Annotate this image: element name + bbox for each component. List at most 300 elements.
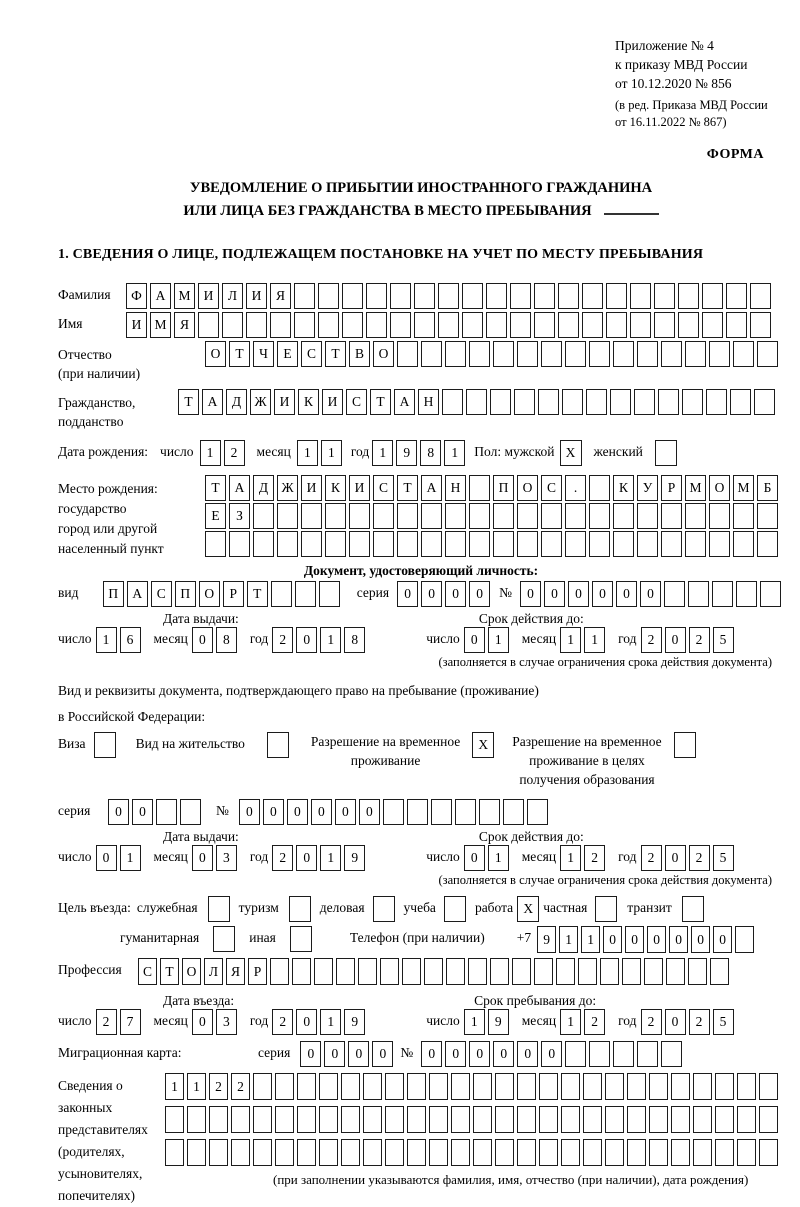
citizenship-cells-cell[interactable]: И — [274, 389, 295, 415]
residence-number-cells-cell[interactable] — [407, 799, 428, 825]
birth-place-row3-cells-cell[interactable] — [757, 531, 778, 557]
birth-place-row3-cells-cell[interactable] — [229, 531, 250, 557]
residence-issue-month-cells[interactable] — [192, 845, 240, 871]
legal-reps-row2-cells-cell[interactable] — [715, 1106, 734, 1133]
surname-cells-cell[interactable] — [390, 283, 411, 309]
migration-series-cells-cell[interactable]: 0 — [348, 1041, 369, 1067]
legal-reps-row1-cells-cell[interactable] — [715, 1073, 734, 1100]
birth-place-row2-cells-cell[interactable] — [253, 503, 274, 529]
surname-cells-cell[interactable] — [294, 283, 315, 309]
profession-cells-cell[interactable] — [380, 958, 399, 985]
profession-cells-cell[interactable] — [314, 958, 333, 985]
temp-residence-checkbox[interactable] — [472, 732, 494, 758]
given-name-cells-cell[interactable] — [390, 312, 411, 338]
legal-reps-row2-cells-cell[interactable] — [583, 1106, 602, 1133]
profession-cells-cell[interactable] — [512, 958, 531, 985]
citizenship-cells-cell[interactable] — [466, 389, 487, 415]
patronymic-cells-cell[interactable]: О — [373, 341, 394, 367]
doc-valid-year-cells-cell[interactable]: 2 — [689, 627, 710, 653]
residence-number-cells[interactable] — [239, 799, 551, 825]
residence-number-cells-cell[interactable] — [527, 799, 548, 825]
residence-issue-year-cells-cell[interactable]: 1 — [320, 845, 341, 871]
birth-place-row3-cells-cell[interactable] — [493, 531, 514, 557]
purpose-transit-checkbox-cell[interactable] — [682, 896, 704, 922]
purpose-tourism-checkbox-cell[interactable] — [289, 896, 311, 922]
profession-cells-cell[interactable] — [292, 958, 311, 985]
purpose-study-checkbox[interactable] — [444, 896, 466, 922]
citizenship-cells-cell[interactable] — [514, 389, 535, 415]
birth-month-cells-cell[interactable]: 1 — [297, 440, 318, 466]
birth-place-row3-cells-cell[interactable] — [325, 531, 346, 557]
citizenship-cells-cell[interactable]: Д — [226, 389, 247, 415]
citizenship-cells-cell[interactable] — [706, 389, 727, 415]
birth-place-row3-cells-cell[interactable] — [685, 531, 706, 557]
doc-valid-year-cells-cell[interactable]: 0 — [665, 627, 686, 653]
surname-cells-cell[interactable] — [414, 283, 435, 309]
patronymic-cells-cell[interactable]: С — [301, 341, 322, 367]
birth-place-row1-cells-cell[interactable]: . — [565, 475, 586, 501]
purpose-tourism-checkbox[interactable] — [289, 896, 311, 922]
purpose-other-checkbox-cell[interactable] — [290, 926, 312, 952]
patronymic-cells-cell[interactable] — [685, 341, 706, 367]
citizenship-cells-cell[interactable]: С — [346, 389, 367, 415]
profession-cells-cell[interactable] — [446, 958, 465, 985]
legal-reps-row2-cells-cell[interactable] — [517, 1106, 536, 1133]
birth-place-row2-cells-cell[interactable]: З — [229, 503, 250, 529]
profession-cells-cell[interactable]: Я — [226, 958, 245, 985]
birth-place-row3-cells-cell[interactable] — [565, 531, 586, 557]
legal-reps-row1-cells-cell[interactable] — [759, 1073, 778, 1100]
legal-reps-row3-cells-cell[interactable] — [627, 1139, 646, 1166]
profession-cells-cell[interactable]: О — [182, 958, 201, 985]
doc-kind-cells-cell[interactable]: П — [175, 581, 196, 607]
residence-issue-month-cells-cell[interactable]: 0 — [192, 845, 213, 871]
citizenship-cells-cell[interactable]: А — [394, 389, 415, 415]
purpose-other-checkbox[interactable] — [290, 926, 312, 952]
birth-place-row3-cells-cell[interactable] — [733, 531, 754, 557]
profession-cells-cell[interactable] — [358, 958, 377, 985]
birth-place-row1-cells-cell[interactable] — [469, 475, 490, 501]
patronymic-cells-cell[interactable]: Ч — [253, 341, 274, 367]
residence-valid-day-cells-cell[interactable]: 0 — [464, 845, 485, 871]
citizenship-cells-cell[interactable] — [634, 389, 655, 415]
legal-reps-row2-cells-cell[interactable] — [363, 1106, 382, 1133]
doc-number-cells-cell[interactable]: 0 — [568, 581, 589, 607]
birth-place-row2-cells-cell[interactable] — [637, 503, 658, 529]
doc-valid-year-cells[interactable] — [641, 627, 737, 653]
birth-place-row2-cells-cell[interactable] — [397, 503, 418, 529]
sex-female-checkbox[interactable] — [655, 440, 677, 466]
entry-month-cells-cell[interactable]: 0 — [192, 1009, 213, 1035]
birth-place-row1-cells-cell[interactable]: Б — [757, 475, 778, 501]
patronymic-cells-cell[interactable] — [565, 341, 586, 367]
purpose-business-checkbox[interactable] — [208, 896, 230, 922]
legal-reps-row3-cells-cell[interactable] — [407, 1139, 426, 1166]
profession-cells-cell[interactable] — [336, 958, 355, 985]
legal-reps-row2-cells-cell[interactable] — [627, 1106, 646, 1133]
given-name-cells-cell[interactable] — [270, 312, 291, 338]
legal-reps-row3-cells-cell[interactable] — [451, 1139, 470, 1166]
profession-cells-cell[interactable]: С — [138, 958, 157, 985]
doc-valid-year-cells-cell[interactable]: 5 — [713, 627, 734, 653]
migration-number-cells-cell[interactable] — [661, 1041, 682, 1067]
blank-underline[interactable] — [604, 200, 659, 215]
birth-place-row3-cells-cell[interactable] — [637, 531, 658, 557]
purpose-humanitarian-checkbox-cell[interactable] — [213, 926, 235, 952]
migration-number-cells-cell[interactable]: 0 — [421, 1041, 442, 1067]
citizenship-cells-cell[interactable] — [730, 389, 751, 415]
legal-reps-row1-cells-cell[interactable] — [539, 1073, 558, 1100]
legal-reps-row3-cells-cell[interactable] — [561, 1139, 580, 1166]
birth-place-row1-cells-cell[interactable]: М — [733, 475, 754, 501]
phone-cells-cell[interactable]: 9 — [537, 926, 556, 953]
legal-reps-row3-cells-cell[interactable] — [539, 1139, 558, 1166]
residence-number-cells-cell[interactable]: 0 — [311, 799, 332, 825]
legal-reps-row1-cells-cell[interactable] — [473, 1073, 492, 1100]
profession-cells-cell[interactable] — [402, 958, 421, 985]
birth-place-row1-cells-cell[interactable]: С — [541, 475, 562, 501]
legal-reps-row3-cells-cell[interactable] — [275, 1139, 294, 1166]
profession-cells-cell[interactable] — [622, 958, 641, 985]
surname-cells-cell[interactable] — [534, 283, 555, 309]
birth-place-row2-cells-cell[interactable] — [325, 503, 346, 529]
legal-reps-row1-cells-cell[interactable] — [649, 1073, 668, 1100]
legal-reps-row3-cells-cell[interactable] — [253, 1139, 272, 1166]
doc-kind-cells-cell[interactable] — [271, 581, 292, 607]
residence-number-cells-cell[interactable]: 0 — [263, 799, 284, 825]
legal-reps-row1-cells-cell[interactable] — [429, 1073, 448, 1100]
birth-place-row2-cells-cell[interactable] — [613, 503, 634, 529]
birth-place-row2-cells-cell[interactable] — [517, 503, 538, 529]
purpose-work-checkbox-cell[interactable]: X — [517, 896, 539, 922]
entry-day-cells[interactable] — [96, 1009, 144, 1035]
stay-year-cells-cell[interactable]: 5 — [713, 1009, 734, 1035]
legal-reps-row3-cells-cell[interactable] — [693, 1139, 712, 1166]
patronymic-cells-cell[interactable]: Т — [229, 341, 250, 367]
residence-issue-day-cells[interactable] — [96, 845, 144, 871]
residence-number-cells-cell[interactable]: 0 — [359, 799, 380, 825]
migration-series-cells-cell[interactable]: 0 — [372, 1041, 393, 1067]
phone-cells-cell[interactable]: 1 — [581, 926, 600, 953]
temp-residence-edu-checkbox[interactable] — [674, 732, 696, 758]
given-name-cells-cell[interactable] — [558, 312, 579, 338]
patronymic-cells-cell[interactable] — [637, 341, 658, 367]
residence-issue-year-cells-cell[interactable]: 2 — [272, 845, 293, 871]
doc-issue-month-cells-cell[interactable]: 0 — [192, 627, 213, 653]
residence-number-cells-cell[interactable]: 0 — [335, 799, 356, 825]
temp-residence-checkbox-cell[interactable]: X — [472, 732, 494, 758]
residence-valid-year-cells-cell[interactable]: 2 — [641, 845, 662, 871]
birth-place-row1-cells-cell[interactable]: И — [301, 475, 322, 501]
legal-reps-row2-cells-cell[interactable] — [187, 1106, 206, 1133]
profession-cells-cell[interactable]: Р — [248, 958, 267, 985]
doc-number-cells-cell[interactable] — [760, 581, 781, 607]
patronymic-cells-cell[interactable]: О — [205, 341, 226, 367]
birth-place-row2-cells-cell[interactable] — [277, 503, 298, 529]
doc-kind-cells-cell[interactable] — [295, 581, 316, 607]
citizenship-cells-cell[interactable]: Н — [418, 389, 439, 415]
legal-reps-row2-cells-cell[interactable] — [209, 1106, 228, 1133]
migration-number-cells-cell[interactable]: 0 — [445, 1041, 466, 1067]
legal-reps-row1-cells-cell[interactable] — [605, 1073, 624, 1100]
birth-day-cells-cell[interactable]: 1 — [200, 440, 221, 466]
phone-cells[interactable] — [537, 926, 757, 953]
surname-cells-cell[interactable] — [462, 283, 483, 309]
doc-issue-day-cells-cell[interactable]: 6 — [120, 627, 141, 653]
citizenship-cells-cell[interactable]: Ж — [250, 389, 271, 415]
surname-cells-cell[interactable]: Л — [222, 283, 243, 309]
patronymic-cells-cell[interactable]: В — [349, 341, 370, 367]
surname-cells-cell[interactable] — [486, 283, 507, 309]
doc-kind-cells[interactable] — [103, 581, 343, 607]
birth-place-row1-cells-cell[interactable]: О — [517, 475, 538, 501]
sex-male-checkbox[interactable] — [560, 440, 582, 466]
entry-year-cells-cell[interactable]: 1 — [320, 1009, 341, 1035]
purpose-work-checkbox[interactable] — [517, 896, 539, 922]
surname-cells-cell[interactable] — [702, 283, 723, 309]
legal-reps-row2-cells-cell[interactable] — [605, 1106, 624, 1133]
purpose-business-checkbox-cell[interactable] — [208, 896, 230, 922]
profession-cells-cell[interactable]: Т — [160, 958, 179, 985]
citizenship-cells-cell[interactable] — [586, 389, 607, 415]
legal-reps-row3-cells-cell[interactable] — [231, 1139, 250, 1166]
birth-place-row3-cells-cell[interactable] — [709, 531, 730, 557]
legal-reps-row2-cells-cell[interactable] — [253, 1106, 272, 1133]
legal-reps-row3-cells-cell[interactable] — [473, 1139, 492, 1166]
patronymic-cells-cell[interactable]: Е — [277, 341, 298, 367]
doc-number-cells-cell[interactable]: 0 — [640, 581, 661, 607]
surname-cells-cell[interactable] — [678, 283, 699, 309]
surname-cells-cell[interactable] — [582, 283, 603, 309]
doc-number-cells-cell[interactable] — [664, 581, 685, 607]
purpose-study-checkbox-cell[interactable] — [444, 896, 466, 922]
legal-reps-row3-cells-cell[interactable] — [209, 1139, 228, 1166]
entry-year-cells-cell[interactable]: 0 — [296, 1009, 317, 1035]
birth-place-row1-cells-cell[interactable]: Н — [445, 475, 466, 501]
surname-cells-cell[interactable] — [342, 283, 363, 309]
surname-cells-cell[interactable] — [750, 283, 771, 309]
doc-series-cells-cell[interactable]: 0 — [421, 581, 442, 607]
birth-place-row1-cells-cell[interactable]: У — [637, 475, 658, 501]
purpose-private-checkbox[interactable] — [595, 896, 617, 922]
legal-reps-row3-cells[interactable] — [165, 1139, 781, 1166]
entry-month-cells[interactable] — [192, 1009, 240, 1035]
legal-reps-row2-cells-cell[interactable] — [297, 1106, 316, 1133]
doc-series-cells-cell[interactable]: 0 — [469, 581, 490, 607]
phone-cells-cell[interactable]: 0 — [713, 926, 732, 953]
birth-place-row2-cells-cell[interactable] — [757, 503, 778, 529]
surname-cells-cell[interactable] — [630, 283, 651, 309]
profession-cells-cell[interactable] — [644, 958, 663, 985]
doc-number-cells-cell[interactable]: 0 — [544, 581, 565, 607]
legal-reps-row1-cells-cell[interactable]: 1 — [165, 1073, 184, 1100]
birth-place-row2-cells-cell[interactable] — [421, 503, 442, 529]
migration-number-cells-cell[interactable]: 0 — [493, 1041, 514, 1067]
doc-issue-day-cells[interactable] — [96, 627, 144, 653]
legal-reps-row1-cells-cell[interactable]: 2 — [209, 1073, 228, 1100]
citizenship-cells-cell[interactable] — [562, 389, 583, 415]
legal-reps-row2-cells-cell[interactable] — [495, 1106, 514, 1133]
residence-permit-checkbox[interactable] — [267, 732, 289, 758]
doc-series-cells[interactable] — [397, 581, 493, 607]
doc-issue-year-cells-cell[interactable]: 8 — [344, 627, 365, 653]
citizenship-cells-cell[interactable]: К — [298, 389, 319, 415]
birth-place-row3-cells-cell[interactable] — [397, 531, 418, 557]
birth-place-row2-cells-cell[interactable] — [709, 503, 730, 529]
legal-reps-row1-cells-cell[interactable]: 2 — [231, 1073, 250, 1100]
citizenship-cells[interactable] — [178, 389, 778, 415]
birth-place-row1-cells-cell[interactable]: О — [709, 475, 730, 501]
birth-month-cells[interactable] — [297, 440, 345, 466]
birth-place-row2-cells-cell[interactable] — [685, 503, 706, 529]
residence-valid-day-cells-cell[interactable]: 1 — [488, 845, 509, 871]
profession-cells-cell[interactable] — [578, 958, 597, 985]
residence-issue-day-cells-cell[interactable]: 0 — [96, 845, 117, 871]
birth-day-cells[interactable] — [200, 440, 248, 466]
surname-cells-cell[interactable]: Ф — [126, 283, 147, 309]
given-name-cells-cell[interactable] — [630, 312, 651, 338]
birth-place-row2-cells-cell[interactable] — [493, 503, 514, 529]
given-name-cells-cell[interactable] — [534, 312, 555, 338]
birth-place-row1-cells-cell[interactable]: К — [613, 475, 634, 501]
doc-valid-month-cells-cell[interactable]: 1 — [584, 627, 605, 653]
legal-reps-row1-cells-cell[interactable] — [561, 1073, 580, 1100]
phone-cells-cell[interactable]: 0 — [625, 926, 644, 953]
doc-kind-cells-cell[interactable]: О — [199, 581, 220, 607]
birth-place-row3-cells-cell[interactable] — [277, 531, 298, 557]
doc-valid-day-cells[interactable] — [464, 627, 512, 653]
doc-series-cells-cell[interactable]: 0 — [445, 581, 466, 607]
profession-cells-cell[interactable] — [534, 958, 553, 985]
legal-reps-row1-cells-cell[interactable] — [363, 1073, 382, 1100]
legal-reps-row3-cells-cell[interactable] — [385, 1139, 404, 1166]
legal-reps-row2-cells-cell[interactable] — [275, 1106, 294, 1133]
legal-reps-row3-cells-cell[interactable] — [165, 1139, 184, 1166]
birth-place-row2-cells-cell[interactable] — [373, 503, 394, 529]
doc-issue-day-cells-cell[interactable]: 1 — [96, 627, 117, 653]
birth-place-row2-cells-cell[interactable] — [301, 503, 322, 529]
birth-year-cells-cell[interactable]: 1 — [372, 440, 393, 466]
patronymic-cells-cell[interactable] — [517, 341, 538, 367]
patronymic-cells-cell[interactable] — [733, 341, 754, 367]
doc-number-cells-cell[interactable]: 0 — [592, 581, 613, 607]
citizenship-cells-cell[interactable]: Т — [370, 389, 391, 415]
migration-number-cells-cell[interactable] — [589, 1041, 610, 1067]
stay-month-cells[interactable] — [560, 1009, 608, 1035]
birth-place-row3-cells-cell[interactable] — [349, 531, 370, 557]
given-name-cells-cell[interactable] — [726, 312, 747, 338]
residence-series-cells-cell[interactable] — [156, 799, 177, 825]
given-name-cells[interactable] — [126, 312, 774, 338]
given-name-cells-cell[interactable] — [246, 312, 267, 338]
given-name-cells-cell[interactable] — [750, 312, 771, 338]
birth-place-row3-cells-cell[interactable] — [613, 531, 634, 557]
birth-place-row2-cells-cell[interactable] — [565, 503, 586, 529]
given-name-cells-cell[interactable]: И — [126, 312, 147, 338]
legal-reps-row1-cells-cell[interactable] — [495, 1073, 514, 1100]
given-name-cells-cell[interactable] — [654, 312, 675, 338]
legal-reps-row1-cells-cell[interactable] — [319, 1073, 338, 1100]
migration-number-cells-cell[interactable] — [613, 1041, 634, 1067]
legal-reps-row2-cells-cell[interactable] — [649, 1106, 668, 1133]
purpose-commercial-checkbox[interactable] — [373, 896, 395, 922]
surname-cells-cell[interactable] — [510, 283, 531, 309]
citizenship-cells-cell[interactable] — [682, 389, 703, 415]
profession-cells[interactable] — [138, 958, 732, 985]
birth-place-row2-cells[interactable] — [205, 503, 781, 529]
doc-kind-cells-cell[interactable]: П — [103, 581, 124, 607]
legal-reps-row1-cells[interactable] — [165, 1073, 781, 1100]
birth-place-row3-cells[interactable] — [205, 531, 781, 557]
birth-place-row1-cells-cell[interactable]: Р — [661, 475, 682, 501]
migration-number-cells-cell[interactable]: 0 — [541, 1041, 562, 1067]
legal-reps-row2-cells[interactable] — [165, 1106, 781, 1133]
legal-reps-row1-cells-cell[interactable] — [737, 1073, 756, 1100]
migration-number-cells-cell[interactable]: 0 — [469, 1041, 490, 1067]
birth-place-row3-cells-cell[interactable] — [661, 531, 682, 557]
profession-cells-cell[interactable] — [468, 958, 487, 985]
citizenship-cells-cell[interactable] — [442, 389, 463, 415]
birth-place-row1-cells-cell[interactable]: А — [421, 475, 442, 501]
surname-cells[interactable] — [126, 283, 774, 309]
residence-valid-year-cells-cell[interactable]: 5 — [713, 845, 734, 871]
citizenship-cells-cell[interactable] — [490, 389, 511, 415]
legal-reps-row3-cells-cell[interactable] — [605, 1139, 624, 1166]
legal-reps-row3-cells-cell[interactable] — [297, 1139, 316, 1166]
legal-reps-row1-cells-cell[interactable] — [627, 1073, 646, 1100]
doc-valid-month-cells-cell[interactable]: 1 — [560, 627, 581, 653]
legal-reps-row1-cells-cell[interactable] — [385, 1073, 404, 1100]
legal-reps-row2-cells-cell[interactable] — [341, 1106, 360, 1133]
birth-place-row3-cells-cell[interactable] — [469, 531, 490, 557]
stay-year-cells-cell[interactable]: 2 — [641, 1009, 662, 1035]
birth-place-row1-cells-cell[interactable]: Т — [205, 475, 226, 501]
patronymic-cells-cell[interactable] — [613, 341, 634, 367]
temp-residence-edu-checkbox-cell[interactable] — [674, 732, 696, 758]
residence-issue-year-cells-cell[interactable]: 9 — [344, 845, 365, 871]
birth-place-row3-cells-cell[interactable] — [373, 531, 394, 557]
profession-cells-cell[interactable] — [710, 958, 729, 985]
profession-cells-cell[interactable] — [688, 958, 707, 985]
legal-reps-row1-cells-cell[interactable] — [517, 1073, 536, 1100]
legal-reps-row2-cells-cell[interactable] — [231, 1106, 250, 1133]
given-name-cells-cell[interactable] — [462, 312, 483, 338]
legal-reps-row3-cells-cell[interactable] — [737, 1139, 756, 1166]
given-name-cells-cell[interactable] — [510, 312, 531, 338]
given-name-cells-cell[interactable] — [702, 312, 723, 338]
residence-number-cells-cell[interactable] — [455, 799, 476, 825]
birth-place-row1-cells-cell[interactable] — [589, 475, 610, 501]
birth-place-row2-cells-cell[interactable] — [661, 503, 682, 529]
given-name-cells-cell[interactable] — [414, 312, 435, 338]
patronymic-cells-cell[interactable] — [709, 341, 730, 367]
legal-reps-row1-cells-cell[interactable] — [671, 1073, 690, 1100]
residence-issue-month-cells-cell[interactable]: 3 — [216, 845, 237, 871]
legal-reps-row2-cells-cell[interactable] — [319, 1106, 338, 1133]
residence-issue-year-cells[interactable] — [272, 845, 368, 871]
birth-day-cells-cell[interactable]: 2 — [224, 440, 245, 466]
given-name-cells-cell[interactable]: Я — [174, 312, 195, 338]
doc-number-cells-cell[interactable]: 0 — [616, 581, 637, 607]
given-name-cells-cell[interactable] — [342, 312, 363, 338]
legal-reps-row3-cells-cell[interactable] — [495, 1139, 514, 1166]
stay-day-cells-cell[interactable]: 1 — [464, 1009, 485, 1035]
birth-place-row3-cells-cell[interactable] — [541, 531, 562, 557]
entry-month-cells-cell[interactable]: 3 — [216, 1009, 237, 1035]
residence-valid-year-cells[interactable] — [641, 845, 737, 871]
doc-number-cells[interactable] — [520, 581, 784, 607]
patronymic-cells-cell[interactable] — [469, 341, 490, 367]
